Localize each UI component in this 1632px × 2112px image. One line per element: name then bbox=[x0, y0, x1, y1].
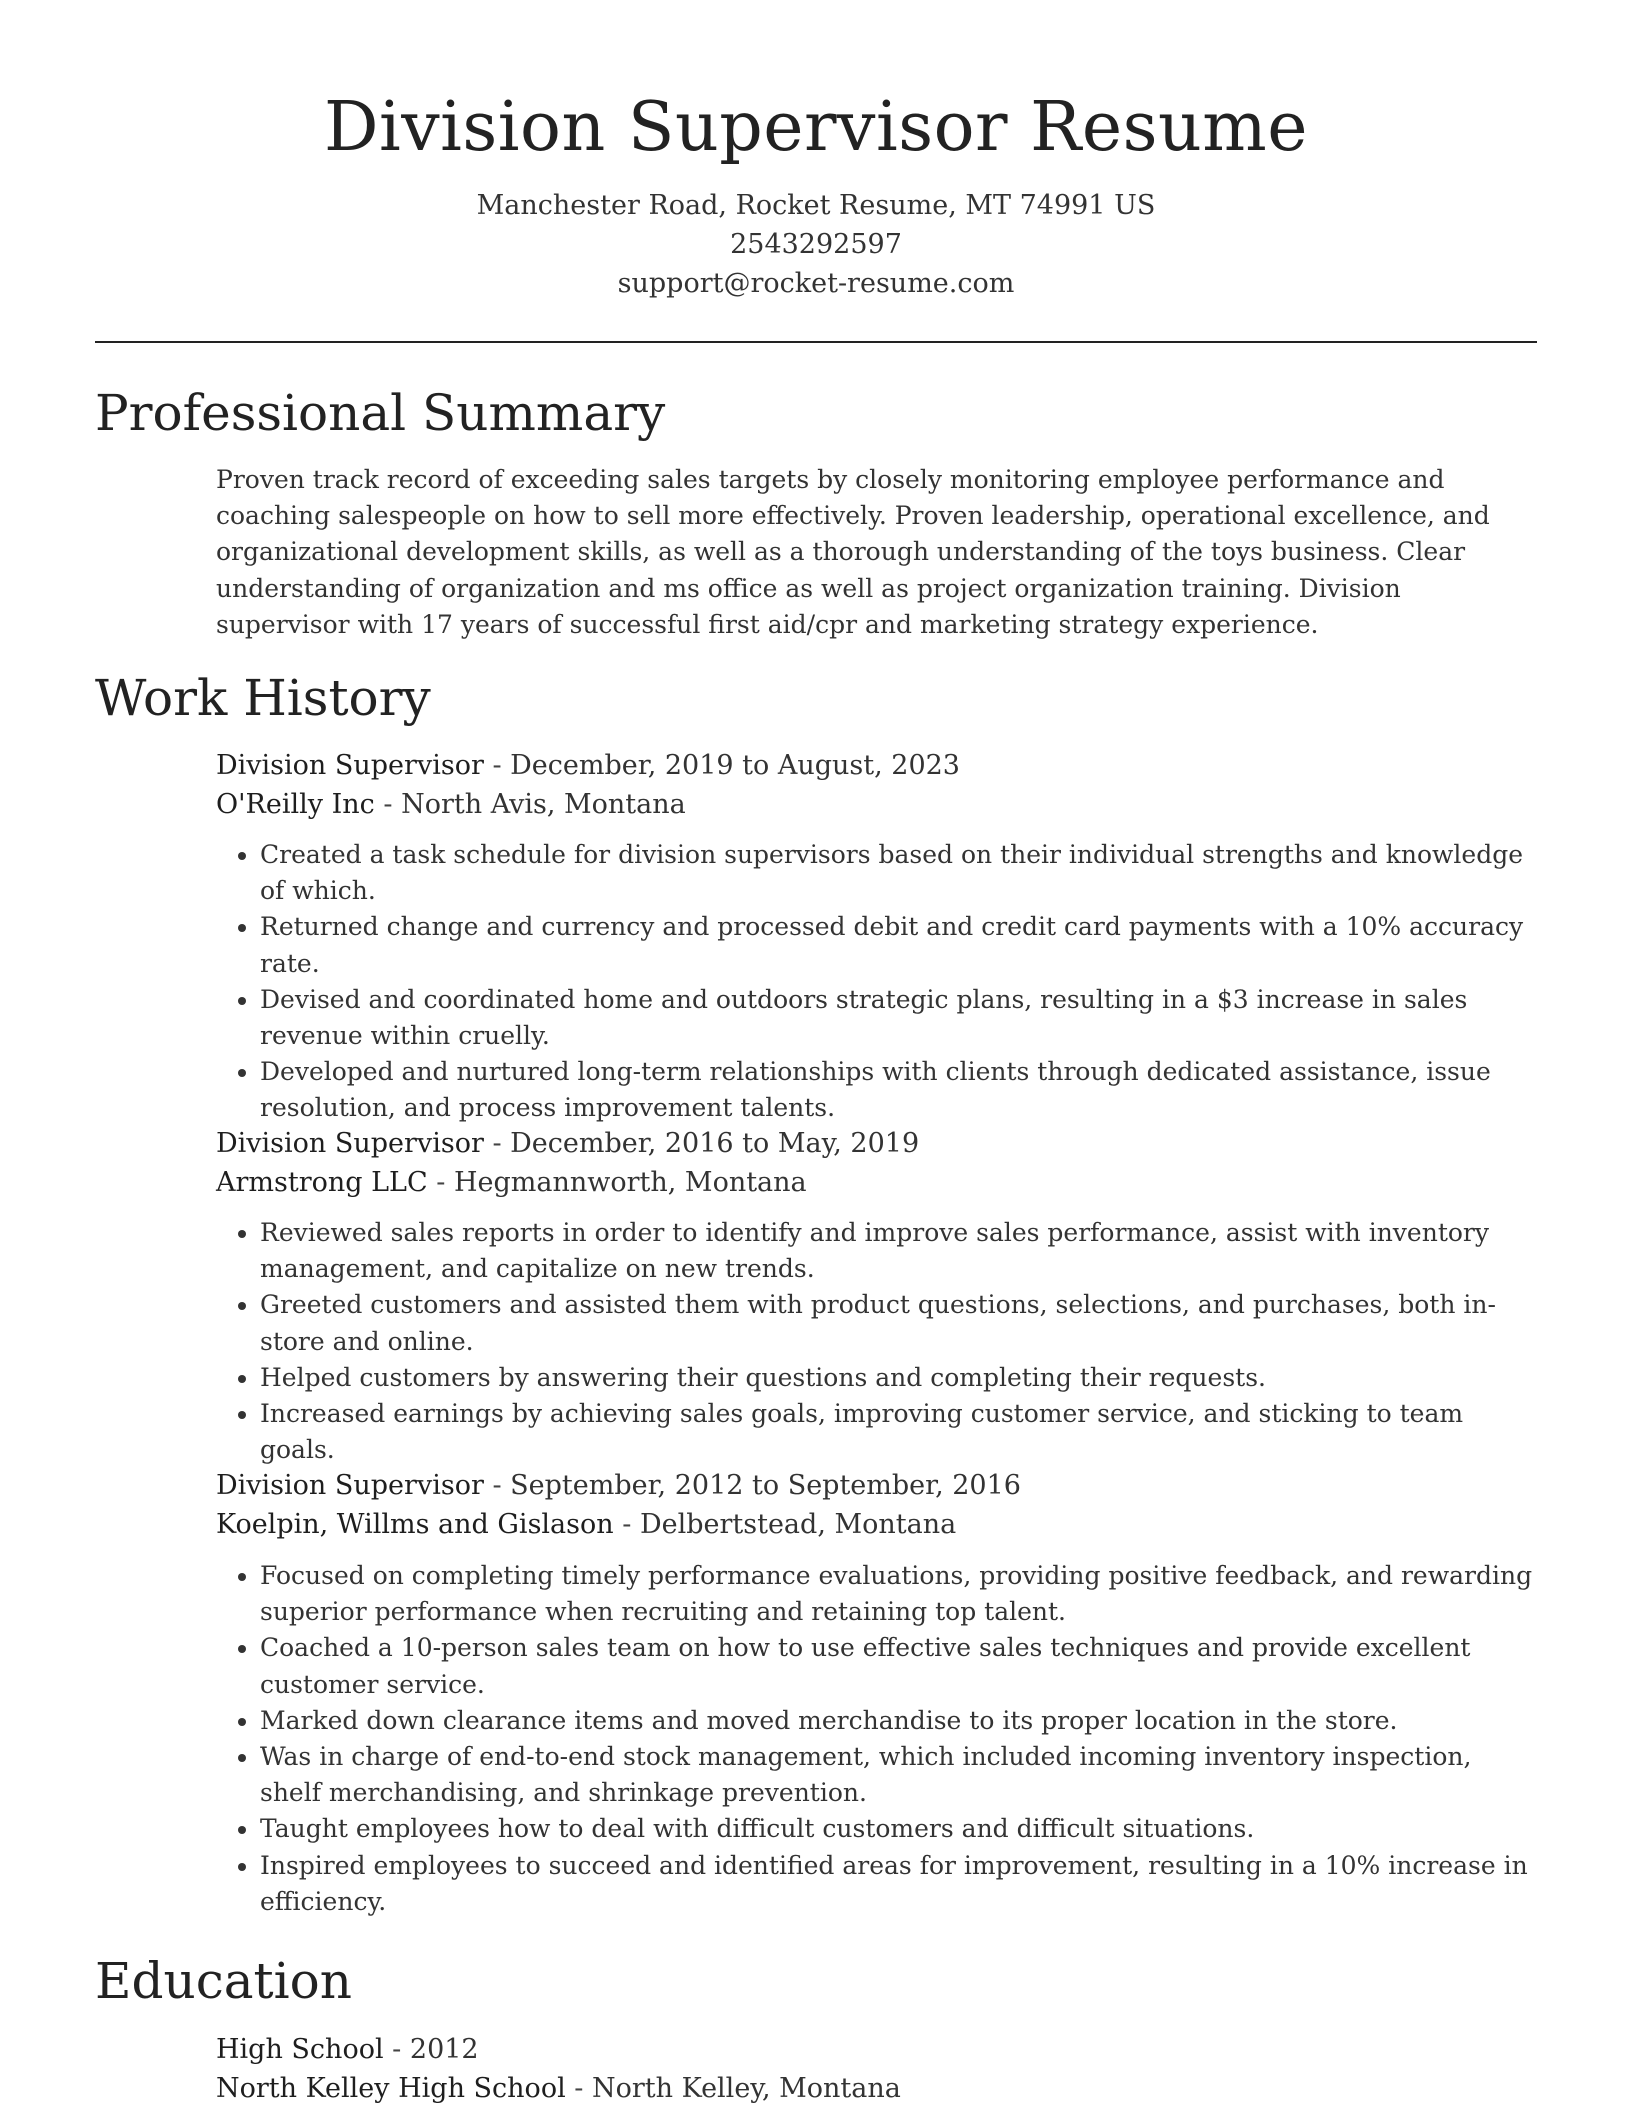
job-bullet: • Inspired employees to succeed and identified areas for improvement, resulting in a 10% increase in efficiency. bbox=[260, 1848, 1536, 1920]
job-company: Armstrong LLC bbox=[216, 1167, 428, 1198]
job-bullet: • Created a task schedule for division supervisors based on their individual strengths and knowledge of which. bbox=[260, 837, 1536, 909]
job-bullet: • Returned change and currency and processed debit and credit card payments with a 10% accuracy rate. bbox=[260, 909, 1536, 981]
education-degree-line: High School - 2012 bbox=[216, 2034, 479, 2065]
summary-heading: Professional Summary bbox=[95, 384, 666, 442]
job-bullet: • Was in charge of end-to-end stock management, which included incoming inventory inspection, shelf merchandising, and shrinkage prevention. bbox=[260, 1739, 1536, 1811]
job-location: Hegmannworth, Montana bbox=[453, 1167, 807, 1198]
job-company-line: O'Reilly Inc - North Avis, Montana bbox=[216, 789, 686, 820]
job-title: Division Supervisor bbox=[216, 1128, 484, 1159]
job-bullet: • Devised and coordinated home and outdoors strategic plans, resulting in a $3 increase in sales revenue within cruelly. bbox=[260, 982, 1536, 1054]
job-bullets bbox=[216, 1558, 1536, 1920]
job-bullet: • Helped customers by answering their questions and completing their requests. bbox=[260, 1360, 1536, 1396]
resume-title: Division Supervisor Resume bbox=[323, 88, 1309, 167]
job-location: Delbertstead, Montana bbox=[639, 1509, 957, 1540]
work-history-heading: Work History bbox=[95, 669, 431, 727]
job-title-line: Division Supervisor - December, 2016 to May, 2019 bbox=[216, 1128, 920, 1159]
education-location: North Kelley, Montana bbox=[592, 2073, 901, 2104]
job-title: Division Supervisor bbox=[216, 1470, 484, 1501]
job-entry bbox=[216, 1124, 1536, 1468]
job-entry bbox=[216, 746, 1536, 1127]
job-bullet: • Taught employees how to deal with difficult customers and difficult situations. bbox=[260, 1811, 1536, 1847]
job-bullet: • Developed and nurtured long-term relationships with clients through dedicated assistance, issue resolution, and process improvement talents. bbox=[260, 1054, 1536, 1126]
header-divider bbox=[95, 341, 1537, 343]
job-bullet: • Marked down clearance items and moved merchandise to its proper location in the store. bbox=[260, 1703, 1536, 1739]
education-entry bbox=[216, 2030, 1536, 2108]
job-location: North Avis, Montana bbox=[401, 789, 686, 820]
summary-text: Proven track record of exceeding sales targets by closely monitoring employee performance and coaching salespeople on how to sell more effectively. Proven leadership, operational excellence, and organizational development skills, as well as a thorough understanding of the toys business. Clear understanding of organization and ms office as well as project organization training. Division supervisor with 17 years of successful first aid/cpr and marketing strategy experience. bbox=[216, 465, 1490, 639]
job-company-line: Armstrong LLC - Hegmannworth, Montana bbox=[216, 1167, 807, 1198]
education-school: North Kelley High School bbox=[216, 2073, 566, 2104]
job-title-line: Division Supervisor - December, 2019 to August, 2023 bbox=[216, 750, 960, 781]
contact-block bbox=[95, 186, 1537, 303]
job-bullet: • Reviewed sales reports in order to identify and improve sales performance, assist with inventory management, and capitalize on new trends. bbox=[260, 1215, 1536, 1287]
contact-email: support@rocket-resume.com bbox=[617, 268, 1015, 299]
job-title-line: Division Supervisor - September, 2012 to September, 2016 bbox=[216, 1470, 1021, 1501]
education-school-line: North Kelley High School - North Kelley, Montana bbox=[216, 2073, 901, 2104]
job-bullets bbox=[216, 1215, 1536, 1468]
job-dates: September, 2012 to September, 2016 bbox=[510, 1470, 1021, 1501]
job-bullets bbox=[216, 837, 1536, 1127]
job-bullet: • Focused on completing timely performance evaluations, providing positive feedback, and rewarding superior performance when recruiting and retaining top talent. bbox=[260, 1558, 1536, 1630]
job-title: Division Supervisor bbox=[216, 750, 484, 781]
job-bullet: • Greeted customers and assisted them with product questions, selections, and purchases, both in-store and online. bbox=[260, 1287, 1536, 1359]
job-dates: December, 2019 to August, 2023 bbox=[510, 750, 960, 781]
job-entry bbox=[216, 1466, 1536, 1920]
job-bullet: • Increased earnings by achieving sales goals, improving customer service, and sticking to team goals. bbox=[260, 1396, 1536, 1468]
job-bullet: • Coached a 10-person sales team on how to use effective sales techniques and provide excellent customer service. bbox=[260, 1630, 1536, 1702]
education-heading: Education bbox=[95, 1952, 352, 2010]
job-company: O'Reilly Inc bbox=[216, 789, 375, 820]
job-company-line: Koelpin, Willms and Gislason - Delbertstead, Montana bbox=[216, 1509, 957, 1540]
contact-address: Manchester Road, Rocket Resume, MT 74991 US bbox=[476, 190, 1156, 221]
resume-header bbox=[95, 84, 1537, 303]
job-dates: December, 2016 to May, 2019 bbox=[510, 1128, 920, 1159]
contact-phone: 2543292597 bbox=[730, 229, 902, 260]
education-degree: High School bbox=[216, 2034, 384, 2065]
education-year: 2012 bbox=[409, 2034, 479, 2065]
job-company: Koelpin, Willms and Gislason bbox=[216, 1509, 614, 1540]
